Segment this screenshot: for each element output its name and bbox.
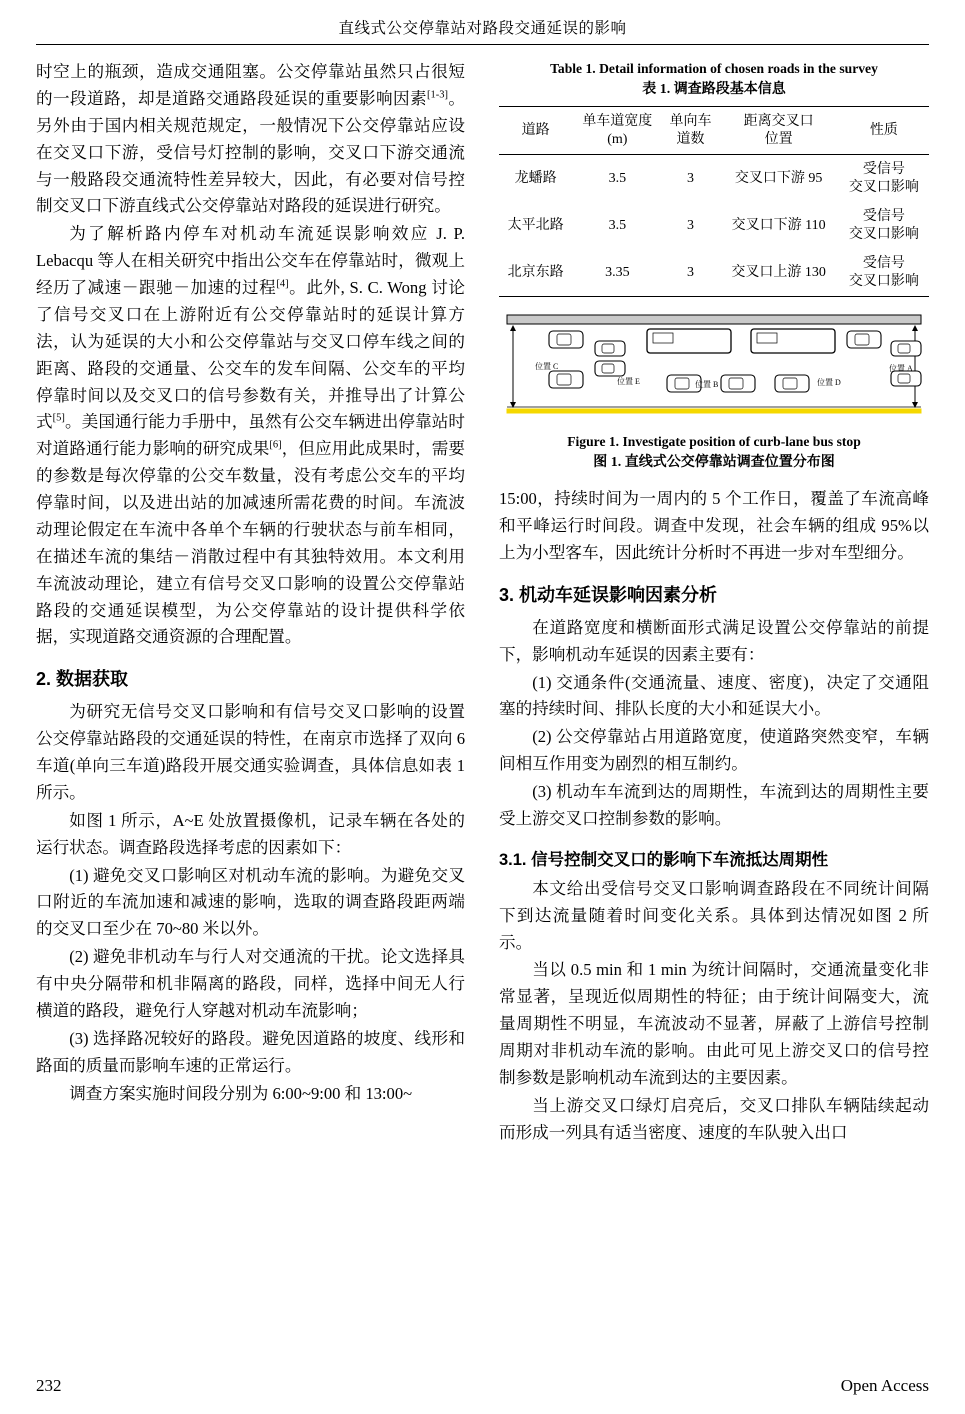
table-caption-en: Table 1. Detail information of chosen roads in the survey — [550, 61, 878, 76]
table-cell-lanes: 3 — [687, 171, 694, 187]
table-cell-position: 交叉口上游 130 — [731, 265, 826, 281]
paragraph: (3) 选择路况较好的路段。避免因道路的坡度、线形和路面的质量而影响车速的正常运行。 — [36, 1028, 465, 1075]
figure-label-position-d: 位置 D — [817, 378, 841, 388]
table-header-cell: 单车道宽度 (m) — [582, 114, 653, 147]
car-vehicle — [549, 371, 583, 388]
bus-window — [653, 333, 673, 343]
table-cell-nature: 受信号 交叉口影响 — [848, 162, 919, 195]
table-row — [499, 202, 929, 249]
section-heading-3-1: 3.1. 信号控制交叉口的影响下车流抵达周期性 — [499, 850, 829, 869]
figure-1-graphic — [499, 311, 929, 423]
section-heading-2: 2. 数据获取 — [36, 669, 129, 690]
table-cell-width: 3.5 — [608, 218, 627, 234]
table-cell-position: 交叉口下游 95 — [734, 171, 823, 187]
paragraph: (2) 公交停靠站占用道路宽度，使道路突然变窄，车辆间相互作用变为剧烈的相互制约。 — [499, 727, 929, 774]
table-caption-cn: 表 1. 调查路段基本信息 — [642, 82, 786, 98]
table-cell-lanes: 3 — [687, 265, 694, 281]
page-number: 232 — [36, 1376, 62, 1395]
car-vehicle — [775, 375, 809, 392]
figure-caption — [499, 431, 929, 474]
table-header-cell: 性质 — [869, 123, 898, 139]
page-footer — [36, 1376, 929, 1396]
paragraph: 15:00，持续时间为一周内的 5 个工作日，覆盖了车流高峰和平峰运行时间段。调查中发现，社会车辆的组成 95%以上为小型客车，因此统计分析时不再进一步对车型细分。 — [499, 489, 929, 562]
paragraph: 为了解析路内停车对机动车流延误影响效应 J. P. Lebacqu 等人在相关研究中指出公交车在停靠站时，微观上经历了减速－跟驰－加速的过程[4]。此外, S. C. Wong 讨论了信号交叉口在上游附近有公交停靠站时的延误计算方法，认为延误的大小和公交停靠站与交叉口停车线之间的距离、路段的交通量、公交车的发车间隔、公交车的平均停靠时间以及交叉口的信号参数有关，并推导出了计算公式[5]。美国通行能力手册中，虽然有公交车辆进出停靠站时对道路通行能力影响的研究成果[6]，但应用此成果时，需要的参数是每次停靠的公交车数量，没有考虑公交车的平均停靠时间，以及进出站的加减速所需花费的时间。车流波动理论假定在车流中各单个车辆的行驶状态与前车相同，在描述车流的集结－消散过程中有其独特效用。本文利用车流波动理论，建立有信号交叉口影响的设置公交停靠站路段的交通延误模型，为公交停靠站的设计提供科学依据，实现道路交通资源的合理配置。 — [36, 224, 466, 647]
car-vehicle — [891, 371, 921, 386]
figure-caption-en: Figure 1. Investigate position of curb-lane bus stop — [567, 434, 861, 450]
survey-roads-table — [499, 106, 929, 297]
figure-label-position-e: 位置 E — [617, 377, 640, 387]
paragraph: 调查方案实施时间段分别为 6:00~9:00 和 13:00~ — [69, 1083, 413, 1103]
figure-1 — [499, 311, 929, 474]
table-header-cell: 距离交叉口 位置 — [743, 114, 814, 147]
table-cell-nature: 受信号 交叉口影响 — [848, 256, 919, 289]
table-caption — [499, 59, 929, 100]
car-vehicle — [595, 341, 625, 356]
table-cell-width: 3.35 — [605, 265, 630, 281]
header-rule — [36, 44, 929, 45]
right-column — [499, 59, 929, 1148]
curb-line — [507, 409, 921, 413]
section-heading-3: 3. 机动车延误影响因素分析 — [499, 584, 718, 605]
table-cell-road: 北京东路 — [507, 265, 564, 281]
table-cell-nature: 受信号 交叉口影响 — [848, 209, 919, 242]
running-head: 直线式公交停靠站对路段交通延误的影响 — [338, 20, 627, 37]
car-vehicle — [595, 361, 625, 376]
two-column-body — [36, 59, 929, 1148]
car-vehicle — [549, 331, 583, 348]
table-cell-width: 3.5 — [608, 171, 627, 187]
paragraph: 如图 1 所示，A~E 处放置摄像机，记录车辆在各处的运行状态。调查路段选择考虑的因素如下： — [36, 810, 465, 857]
paragraph: 本文给出受信号交叉口影响调查路段在不同统计间隔下到达流量随着时间变化关系。具体到达情况如图 2 所示。 — [499, 878, 929, 952]
paragraph: 时空上的瓶颈，造成交通阻塞。公交停靠站虽然只占很短的一段道路，却是道路交通路段延误的重要影响因素[1-3]。另外由于国内相关规范规定，一般情况下公交停靠站应设在交叉口下游，受信号灯控制的影响，交叉口下游交通流与一般路段交通流特性差异较大，因此，有必要对信号控制交叉口下游直线式公交停靠站对路段的延误进行研究。 — [36, 62, 465, 216]
car-vehicle — [721, 375, 755, 392]
arrow-head-up-left — [510, 325, 516, 331]
paragraph: (1) 避免交叉口影响区对机动车流的影响。为避免交叉口附近的车流加速和减速的影响，选取的调查路段距两端的交叉口至少在 70~80 米以外。 — [36, 865, 465, 939]
paragraph: (2) 避免非机动车与行人对交通流的干扰。论文选择具有中央分隔带和机非隔离的路段，同样，选择中间无人行横道的路段，避免行人穿越对机动车流影响； — [36, 947, 465, 1020]
table-cell-road: 龙蟠路 — [514, 171, 557, 187]
arrow-head-up-right — [912, 325, 918, 331]
table-cell-lanes: 3 — [687, 218, 694, 234]
road-schematic-svg — [499, 311, 929, 423]
paragraph: 当上游交叉口绿灯启亮后，交叉口排队车辆陆续起动而形成一列具有适当密度、速度的车队驶入出口 — [499, 1095, 929, 1142]
left-column — [36, 59, 465, 1108]
table-header-cell: 道路 — [521, 123, 550, 139]
table-row — [499, 249, 929, 297]
paragraph: (1) 交通条件(交通流量、速度、密度)，决定了交通阻塞的持续时间、排队长度的大小和延误大小。 — [499, 672, 929, 719]
figure-label-position-a: 位置 A — [889, 364, 913, 374]
table-header-row — [499, 107, 929, 155]
figure-label-position-c: 位置 C — [535, 362, 559, 372]
car-vehicle — [667, 375, 701, 392]
bus-window — [757, 333, 777, 343]
paragraph: 在道路宽度和横断面形式满足设置公交停靠站的前提下，影响机动车延误的因素主要有： — [499, 617, 929, 664]
open-access-label: Open Access — [840, 1376, 929, 1395]
car-vehicle — [891, 341, 921, 356]
figure-caption-cn: 图 1. 直线式公交停靠站调查位置分布图 — [593, 455, 835, 471]
median-bar — [507, 315, 921, 324]
table-row — [499, 155, 929, 203]
figure-label-position-b: 位置 B — [695, 380, 719, 390]
table-cell-position: 交叉口下游 110 — [731, 218, 826, 234]
paragraph: 当以 0.5 min 和 1 min 为统计间隔时，交通流量变化非常显著，呈现近似周期性的特征；由于统计间隔变大，流量周期性不明显，车流波动不显著，屏蔽了上游信号控制周期对非机动车流的影响。由此可见上游交叉口的信号控制参数是影响机动车流到达的主要因素。 — [499, 960, 929, 1087]
table-cell-road: 太平北路 — [507, 218, 564, 234]
car-vehicle — [847, 331, 881, 348]
paragraph: 为研究无信号交叉口影响和有信号交叉口影响的设置公交停靠站路段的交通延误的特性，在南京市选择了双向 6 车道(单向三车道)路段开展交通实验调查，具体信息如表 1 所示。 — [36, 702, 465, 802]
paragraph: (3) 机动车车流到达的周期性，车流到达的周期性主要受上游交叉口控制参数的影响。 — [499, 782, 929, 828]
table-header-cell: 单向车 道数 — [669, 114, 712, 147]
